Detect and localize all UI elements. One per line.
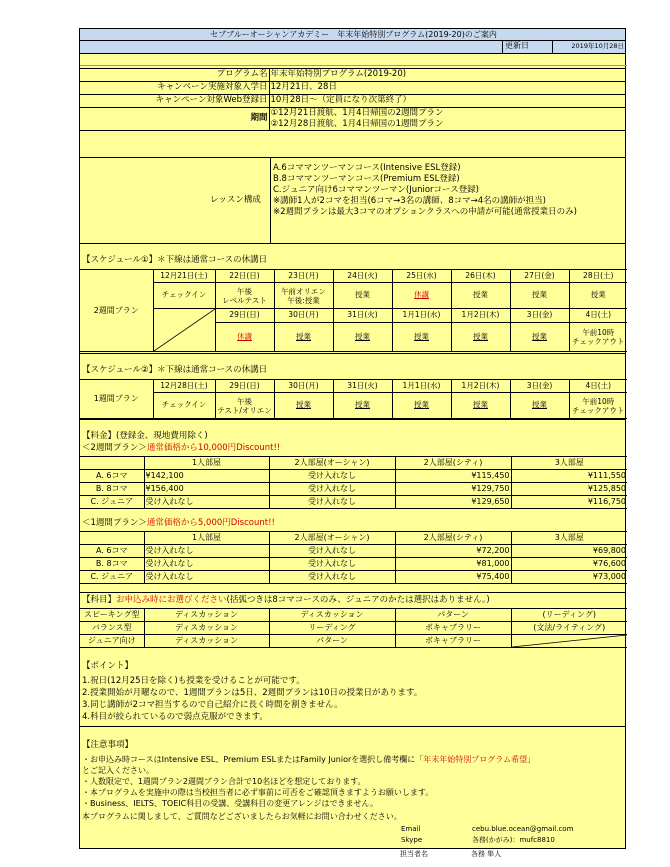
program-value: 年末年始特別プログラム(2019-20): [269, 69, 626, 82]
lesson-line: C.ジュニア向け6コママンツーマン(Juniorコース登録): [273, 185, 479, 195]
title-bar: [79, 28, 626, 41]
period-1: ①12月21日渡航、1月4日帰国の2週間プラン: [270, 108, 444, 118]
target-date-label: キャンペーン実施対象入学日: [79, 82, 269, 95]
subject-empty-cell: [511, 635, 627, 648]
subjects-heading: [82, 596, 490, 606]
lesson-block: [79, 158, 626, 244]
date-cell: 30日(月): [274, 380, 333, 393]
date-cell: 29日(日): [215, 309, 274, 323]
price-cell: ¥76,600: [511, 558, 627, 571]
email-label: Email: [401, 825, 421, 833]
note-line: ・本プログラムを実施中の際は当校担当者に必ず事前に可否をご確認頂きますようお願いします。: [82, 788, 434, 797]
activity-cell: 休講: [215, 323, 274, 352]
price-cell: ¥69,800: [511, 545, 627, 558]
price-cell: ¥73,000: [511, 571, 627, 584]
subject-cell: (文法/ライティング): [511, 622, 627, 635]
subjects-heading-c: (括弧つきは8コマコースのみ、ジュニアのかたは選択はありません。): [226, 595, 490, 605]
price-cell: ¥72,200: [395, 545, 511, 558]
price-cell: 受け入れなし: [144, 571, 269, 584]
subject-cell: パターン: [269, 635, 395, 648]
schedule2-block: [79, 354, 626, 420]
schedule2-plan: 1週間プラン: [80, 380, 153, 419]
lesson-lines: [270, 158, 627, 243]
email-value[interactable]: cebu.blue.ocean@gmail.com: [472, 825, 574, 833]
activity-cell: 授業: [510, 393, 569, 419]
activity-cell: 授業: [451, 393, 510, 419]
document-sheet: [79, 28, 626, 858]
skype-value: 各務(かがみ)：mufc8810: [472, 836, 555, 844]
price-cell: ¥129,650: [395, 496, 511, 509]
subject-type: ジュニア向け: [80, 635, 144, 648]
diagonal-line: [154, 309, 215, 351]
activity-cell: 午前オリエン 午後:授業: [274, 283, 333, 309]
point-item: 3.同じ講師が2コマ担当するので自己紹介に長く時間を割きません。: [82, 700, 343, 710]
course-cell: A. 6コマ: [80, 470, 144, 483]
subject-cell: ディスカッション: [269, 609, 395, 622]
note-line: ・人数限定で、1週間プラン2週間プラン合計で10名ほどを想定しております。: [82, 777, 366, 786]
date-cell: 26日(木): [451, 270, 510, 283]
subject-cell: ディスカッション: [144, 622, 269, 635]
fees-heading: 【料金】(登録金、現地費用除く): [82, 431, 208, 441]
price-cell: 受け入れなし: [269, 558, 395, 571]
price-cell: 受け入れなし: [269, 470, 395, 483]
point-item: 4.科目が絞られているので弱点克服ができます。: [82, 712, 268, 722]
schedule1-table: [80, 269, 627, 352]
date-cell: 24日(火): [333, 270, 392, 283]
date-cell: 28日(土): [569, 270, 627, 283]
schedule1-block: [79, 244, 626, 354]
updated-date: 2019年10月28日: [571, 42, 624, 50]
price-cell: 受け入れなし: [269, 571, 395, 584]
date-cell: 1月2日(木): [451, 309, 510, 323]
point-item: 1.祝日(12月25日を除く)も授業を受けることが可能です。: [82, 676, 305, 686]
closing-line: 本プログラムに関しまして、ご質問などございましたらお気軽にお問い合わせください。: [82, 812, 402, 821]
date-cell: 12月21日(土): [153, 270, 215, 283]
date-cell: 4日(土): [569, 309, 627, 323]
lesson-line: ※講師1人が2コマを担当(6コマ→3名の講師、8コマ→4名の講師が担当): [273, 196, 546, 206]
schedule2-table: [80, 379, 627, 419]
date-cell: 31日(火): [333, 309, 392, 323]
subjects-table: [80, 608, 627, 648]
date-cell: 1月2日(木): [451, 380, 510, 393]
course-cell: B. 8コマ: [80, 483, 144, 496]
page-title: セブブルーオーシャンアカデミー 年末年始特別プログラム(2019-20)のご案内: [210, 30, 497, 39]
activity-cell: チェックイン: [153, 393, 215, 419]
one-week-heading: [82, 519, 275, 529]
activity-cell: 授業: [569, 283, 627, 309]
activity-cell: 午前10時 チェックアウト: [569, 323, 627, 352]
price-cell: ¥116,750: [511, 496, 627, 509]
price-cell: 受け入れなし: [269, 483, 395, 496]
one-week-fee-table: [80, 531, 627, 584]
info-table: [79, 68, 626, 136]
activity-cell: チェックイン: [153, 283, 215, 309]
room-header: 1人部屋: [144, 457, 269, 470]
period-label: 期間: [79, 108, 269, 131]
person-value: 各務 隼人: [471, 850, 502, 858]
room-header: 3人部屋: [511, 457, 627, 470]
subject-cell: (リーディング): [511, 609, 627, 622]
activity-cell: 授業: [392, 323, 451, 352]
subject-cell: パターン: [395, 609, 511, 622]
price-cell: ¥125,850: [511, 483, 627, 496]
room-header: 3人部屋: [511, 532, 627, 545]
web-value: 10月28日～（定員になり次第終了）: [269, 95, 626, 108]
price-cell: 受け入れなし: [144, 545, 269, 558]
date-cell: 3日(金): [510, 309, 569, 323]
two-week-heading: [82, 444, 280, 454]
room-header: 2人部屋(オーシャン): [269, 532, 395, 545]
lesson-line: A.6コママンツーマンコース(Intensive ESL登録): [273, 163, 461, 173]
date-cell: 1月1日(水): [392, 309, 451, 323]
activity-cell: 午後 テスト/オリエン: [215, 393, 274, 419]
updated-label: 更新日: [502, 41, 553, 53]
price-cell: ¥75,400: [395, 571, 511, 584]
course-cell: C. ジュニア: [80, 571, 144, 584]
date-cell: 30日(月): [274, 309, 333, 323]
price-cell: ¥81,000: [395, 558, 511, 571]
room-header: 1人部屋: [144, 532, 269, 545]
one-week-title: ＜1週間プラン＞: [82, 518, 147, 528]
person-label: 担当者名: [400, 850, 428, 858]
date-cell: 4日(土): [569, 380, 627, 393]
skype-label: Skype: [401, 836, 423, 844]
activity-cell: 授業: [451, 283, 510, 309]
schedule1-plan: 2週間プラン: [80, 270, 153, 352]
date-cell: 29日(日): [215, 380, 274, 393]
date-cell: 25日(水): [392, 270, 451, 283]
points-heading: 【ポイント】: [82, 661, 134, 671]
target-date-value: 12月21日、28日: [269, 82, 626, 95]
subject-cell: ボキャブラリー: [395, 622, 511, 635]
period-2: ②12月28日渡航、1月4日帰国の1週間プラン: [270, 119, 444, 129]
activity-cell: 授業: [333, 283, 392, 309]
updated-row: [79, 41, 626, 54]
activity-cell: 授業: [333, 393, 392, 419]
note-highlight: 年末年始特別プログラム希望: [423, 755, 528, 764]
subject-cell: ディスカッション: [144, 609, 269, 622]
date-cell: 23日(月): [274, 270, 333, 283]
activity-cell: 休講: [392, 283, 451, 309]
date-cell: 27日(金): [510, 270, 569, 283]
lesson-line: B.8コママンツーマンコース(Premium ESL登録): [273, 174, 460, 184]
date-cell: 31日(火): [333, 380, 392, 393]
activity-cell: 授業: [510, 283, 569, 309]
diagonal-line: [512, 635, 627, 647]
note-line: ・Business、IELTS、TOEIC科目の受講、受講科目の変更アレンジはできません。: [82, 799, 378, 808]
activity-cell: 授業: [274, 393, 333, 419]
web-label: キャンペーン対象Web登録日: [79, 95, 269, 108]
price-cell: 受け入れなし: [144, 496, 269, 509]
diagonal-cell: [153, 309, 215, 352]
note-text: ・お申込み時コースはIntensive ESL、Premium ESLまたはFamily Juniorを選択し備考欄に「: [82, 755, 424, 764]
date-cell: 12月28日(土): [153, 380, 215, 393]
schedule1-heading: 【スケジュール①】＊下線は通常コースの休講日: [82, 255, 268, 265]
room-header: 2人部屋(シティ): [395, 532, 511, 545]
note-line: とご記入ください。: [82, 766, 154, 775]
points-list: [82, 675, 422, 723]
room-header: 2人部屋(シティ): [395, 457, 511, 470]
course-cell: A. 6コマ: [80, 545, 144, 558]
price-cell: ¥115,450: [395, 470, 511, 483]
date-cell: 22日(日): [215, 270, 274, 283]
price-cell: 受け入れなし: [269, 545, 395, 558]
lesson-line: ※2週間プランは最大3コマのオプションクラスへの申請が可能(通常授業日のみ): [273, 207, 577, 217]
program-label: プログラム名: [79, 69, 269, 82]
activity-cell: 授業: [451, 323, 510, 352]
two-week-title: ＜2週間プラン＞: [82, 443, 147, 453]
notes-heading: 【注意事項】: [82, 740, 134, 750]
subject-cell: リーディング: [269, 622, 395, 635]
subject-cell: ボキャブラリー: [395, 635, 511, 648]
price-cell: ¥156,400: [144, 483, 269, 496]
subject-type: スピーキング型: [80, 609, 144, 622]
point-item: 2.授業開始が月曜なので、1週間プランは5日、2週間プランは10日の授業日があります。: [82, 688, 423, 698]
note-text: 」: [527, 755, 536, 764]
price-cell: ¥142,100: [144, 470, 269, 483]
activity-cell: 授業: [274, 323, 333, 352]
schedule2-heading: 【スケジュール②】＊下線は通常コースの休講日: [82, 365, 268, 375]
activity-cell: 授業: [392, 393, 451, 419]
price-cell: ¥129,750: [395, 483, 511, 496]
one-week-discount: 通常価格から5,000円Discount!!: [146, 518, 275, 528]
subject-type: バランス型: [80, 622, 144, 635]
lesson-label: レッスン構成: [210, 195, 261, 205]
price-cell: 受け入れなし: [144, 558, 269, 571]
two-week-discount: 通常価格から10,000円Discount!!: [146, 443, 281, 453]
subjects-heading-a: 【科目】: [82, 595, 117, 605]
price-cell: 受け入れなし: [269, 496, 395, 509]
subjects-heading-b: お申込み時にお選びください: [116, 595, 227, 605]
date-cell: 3日(金): [510, 380, 569, 393]
activity-cell: 授業: [333, 323, 392, 352]
note-line-1: [82, 754, 535, 765]
two-week-fee-table: [80, 456, 627, 509]
course-cell: B. 8コマ: [80, 558, 144, 571]
fees-block: [79, 420, 626, 593]
activity-cell: 午後 レベルテスト: [215, 283, 274, 309]
activity-cell: 授業: [510, 323, 569, 352]
date-cell: 1月1日(水): [392, 380, 451, 393]
price-cell: ¥111,550: [511, 470, 627, 483]
points-block: [79, 648, 626, 727]
activity-cell: 午前10時 チェックアウト: [569, 393, 627, 419]
course-cell: C. ジュニア: [80, 496, 144, 509]
notes-list: [82, 754, 535, 822]
room-header: 2人部屋(オーシャン): [269, 457, 395, 470]
subject-cell: ディスカッション: [144, 635, 269, 648]
subjects-block: [79, 593, 626, 648]
notes-block: [79, 727, 626, 849]
